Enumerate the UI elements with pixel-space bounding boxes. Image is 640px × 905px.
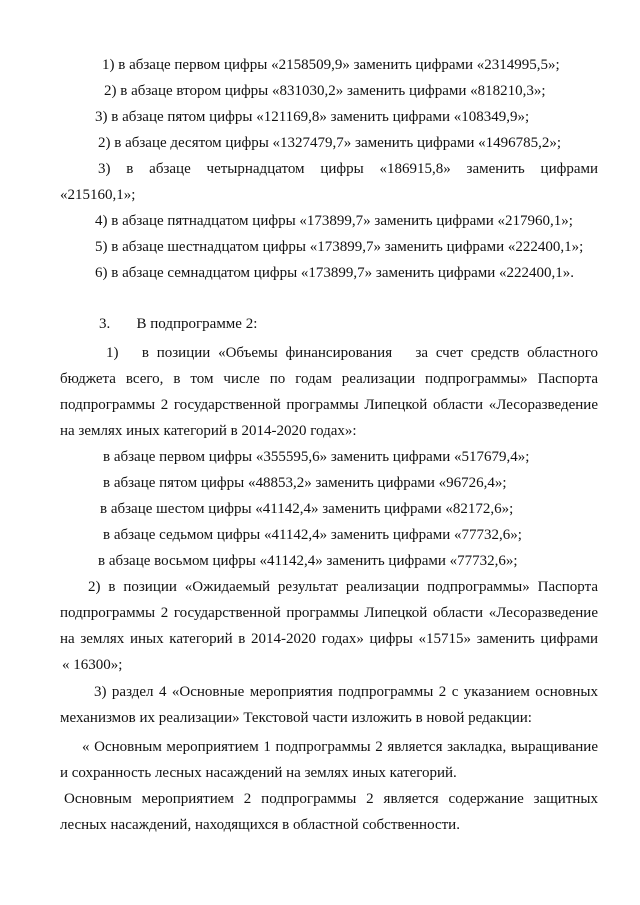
paragraph-line: « 16300»; — [62, 657, 123, 673]
quote-line: и сохранность лесных насаждений на землях иных категорий. — [60, 765, 457, 781]
quote-line: лесных насаждений, находящихся в областной собственности. — [60, 817, 460, 833]
amendment-line: 2) в абзаце десятом цифры «1327479,7» заменить цифрами «1496785,2»; — [98, 135, 562, 151]
amendment-line-continuation: «215160,1»; — [60, 187, 136, 203]
paragraph-line: подпрограммы 2 государственной программы Липецкой области «Лесоразведение — [60, 397, 598, 413]
amendment-line: 2) в абзаце втором цифры «831030,2» заменить цифрами «818210,3»; — [104, 83, 546, 99]
paragraph-line: на землях иных категорий в 2014-2020 годах» цифры «15715» заменить цифрами — [60, 631, 598, 647]
subitem-line: в абзаце седьмом цифры «41142,4» заменить цифрами «77732,6»; — [103, 527, 522, 543]
quote-line: « Основным мероприятием 1 подпрограммы 2 является закладка, выращивание — [82, 739, 598, 755]
paragraph-line: подпрограммы 2 государственной программы Липецкой области «Лесоразведение — [60, 605, 598, 621]
subitem-line: в абзаце пятом цифры «48853,2» заменить цифрами «96726,4»; — [103, 475, 507, 491]
subitem-line: в абзаце первом цифры «355595,6» заменить цифрами «517679,4»; — [103, 449, 530, 465]
paragraph-line: на землях иных категорий в 2014-2020 годах»: — [60, 423, 357, 439]
amendment-line: 4) в абзаце пятнадцатом цифры «173899,7» заменить цифрами «217960,1»; — [95, 213, 573, 229]
amendment-line: 6) в абзаце семнадцатом цифры «173899,7» заменить цифрами «222400,1». — [95, 265, 575, 281]
paragraph-line: 3) раздел 4 «Основные мероприятия подпрограммы 2 с указанием основных — [94, 684, 598, 700]
paragraph-line: бюджета всего, в том числе по годам реализации подпрограммы» Паспорта — [60, 371, 598, 387]
paragraph-line: 2) в позиции «Ожидаемый результат реализации подпрограммы» Паспорта — [88, 579, 598, 595]
section-heading: 3. В подпрограмме 2: — [99, 316, 258, 332]
subitem-line: в абзаце шестом цифры «41142,4» заменить цифрами «82172,6»; — [100, 501, 514, 517]
amendment-line: 5) в абзаце шестнадцатом цифры «173899,7» заменить цифрами «222400,1»; — [95, 239, 584, 255]
quote-line: Основным мероприятием 2 подпрограммы 2 является содержание защитных — [64, 791, 598, 807]
paragraph-line: 1) в позиции «Объемы финансирования за счет средств областного — [106, 345, 598, 361]
subitem-line: в абзаце восьмом цифры «41142,4» заменить цифрами «77732,6»; — [98, 553, 518, 569]
amendment-line: 3) в абзаце пятом цифры «121169,8» заменить цифрами «108349,9»; — [95, 109, 530, 125]
amendment-line: 3) в абзаце четырнадцатом цифры «186915,8» заменить цифрами — [98, 161, 598, 177]
paragraph-line: механизмов их реализации» Текстовой части изложить в новой редакции: — [60, 710, 532, 726]
amendment-line: 1) в абзаце первом цифры «2158509,9» заменить цифрами «2314995,5»; — [102, 57, 560, 73]
